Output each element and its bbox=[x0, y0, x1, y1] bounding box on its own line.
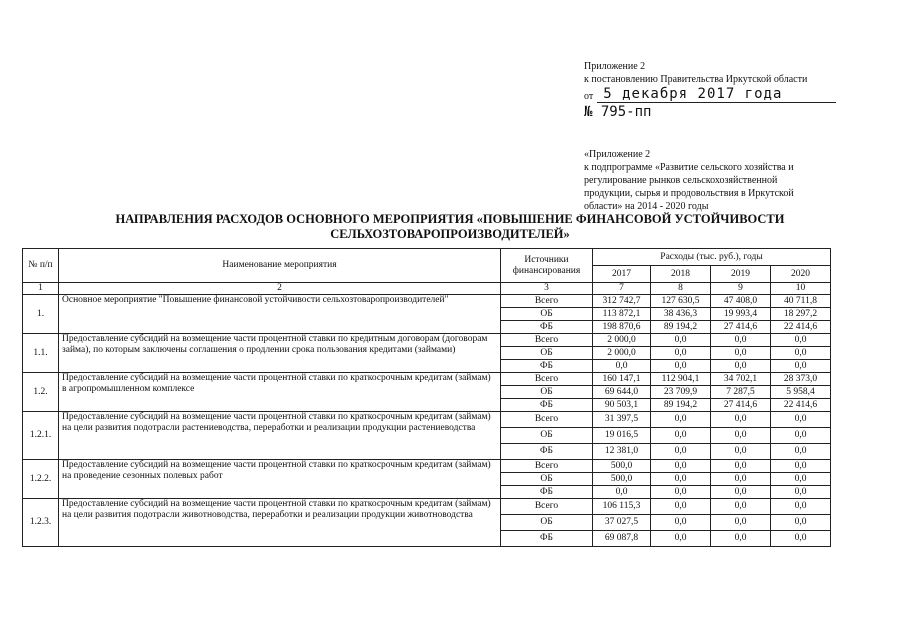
expense-value: 2 000,0 bbox=[593, 347, 651, 360]
header-name: Наименование мероприятия bbox=[59, 249, 501, 283]
expense-value: 69 644,0 bbox=[593, 386, 651, 399]
sub-appendix-ref: к подпрограмме «Развитие сельского хозяйства и регулирование рынков сельскохозяйственной продукции, сырья и продовольствия в Иркутской области» на 2014 - 2020 годы bbox=[584, 162, 794, 212]
table-row bbox=[23, 499, 831, 515]
header-num: № п/п bbox=[23, 249, 59, 283]
expense-value: 0,0 bbox=[651, 360, 711, 373]
expense-value: 22 414,6 bbox=[771, 321, 831, 334]
sub-appendix-label: «Приложение 2 bbox=[584, 149, 651, 160]
expense-value: 160 147,1 bbox=[593, 373, 651, 386]
funding-source: ОБ bbox=[501, 386, 593, 399]
funding-source: ОБ bbox=[501, 515, 593, 531]
expense-value: 500,0 bbox=[593, 473, 651, 486]
expense-value: 38 436,3 bbox=[651, 308, 711, 321]
expense-value: 127 630,5 bbox=[651, 295, 711, 308]
expense-value: 0,0 bbox=[651, 473, 711, 486]
header-year: 2017 bbox=[593, 266, 651, 283]
funding-source: ФБ bbox=[501, 531, 593, 547]
expenses-table-body bbox=[23, 295, 831, 547]
activity-name: Предоставление субсидий на возмещение части процентной ставки по краткосрочным кредитам (займам) на цели развития подотрасли животноводства, переработки и реализации продукции животноводства bbox=[59, 499, 501, 547]
expense-value: 0,0 bbox=[711, 412, 771, 428]
expense-value: 0,0 bbox=[771, 334, 831, 347]
index-cell: 1 bbox=[23, 283, 59, 295]
expense-value: 27 414,6 bbox=[711, 399, 771, 412]
expense-value: 113 872,1 bbox=[593, 308, 651, 321]
expense-value: 0,0 bbox=[593, 360, 651, 373]
funding-source: ОБ bbox=[501, 347, 593, 360]
expense-value: 0,0 bbox=[771, 360, 831, 373]
expense-value: 0,0 bbox=[651, 428, 711, 444]
expense-value: 0,0 bbox=[711, 515, 771, 531]
funding-source: Всего bbox=[501, 460, 593, 473]
index-cell: 2 bbox=[59, 283, 501, 295]
document-title-line1: НАПРАВЛЕНИЯ РАСХОДОВ ОСНОВНОГО МЕРОПРИЯТИЯ «ПОВЫШЕНИЕ ФИНАНСОВОЙ УСТОЙЧИВОСТИ bbox=[115, 212, 785, 226]
index-cell: 3 bbox=[501, 283, 593, 295]
index-cell: 7 bbox=[593, 283, 651, 295]
index-cell: 8 bbox=[651, 283, 711, 295]
expense-value: 0,0 bbox=[771, 473, 831, 486]
expense-value: 0,0 bbox=[651, 499, 711, 515]
row-number: 1.2.3. bbox=[23, 499, 59, 547]
row-number: 1.2. bbox=[23, 373, 59, 412]
expense-value: 19 016,5 bbox=[593, 428, 651, 444]
expense-value: 0,0 bbox=[651, 486, 711, 499]
expense-value: 89 194,2 bbox=[651, 399, 711, 412]
row-number: 1.1. bbox=[23, 334, 59, 373]
expense-value: 112 904,1 bbox=[651, 373, 711, 386]
expense-value: 0,0 bbox=[771, 515, 831, 531]
expense-value: 0,0 bbox=[771, 428, 831, 444]
table-row bbox=[23, 412, 831, 428]
expense-value: 0,0 bbox=[711, 444, 771, 460]
expense-value: 0,0 bbox=[651, 515, 711, 531]
expense-value: 0,0 bbox=[771, 444, 831, 460]
expense-value: 31 397,5 bbox=[593, 412, 651, 428]
funding-source: ФБ bbox=[501, 399, 593, 412]
appendix-decree-ref: к постановлению Правительства Иркутской области bbox=[584, 74, 808, 85]
expense-value: 0,0 bbox=[711, 347, 771, 360]
expense-value: 37 027,5 bbox=[593, 515, 651, 531]
expense-value: 0,0 bbox=[771, 412, 831, 428]
appendix-date-line bbox=[584, 86, 884, 103]
funding-source: Всего bbox=[501, 499, 593, 515]
expense-value: 0,0 bbox=[771, 499, 831, 515]
expense-value: 22 414,6 bbox=[771, 399, 831, 412]
document-title bbox=[60, 212, 840, 242]
row-number: 1.2.1. bbox=[23, 412, 59, 460]
appendix-label: Приложение 2 bbox=[584, 61, 646, 72]
expense-value: 0,0 bbox=[711, 531, 771, 547]
expense-value: 0,0 bbox=[651, 347, 711, 360]
expense-value: 0,0 bbox=[651, 444, 711, 460]
appendix-number: № 795-пп bbox=[584, 104, 652, 120]
expense-value: 0,0 bbox=[651, 531, 711, 547]
expense-value: 90 503,1 bbox=[593, 399, 651, 412]
expense-value: 0,0 bbox=[593, 486, 651, 499]
expense-value: 0,0 bbox=[711, 360, 771, 373]
appendix-date: 5 декабря 2017 года bbox=[597, 86, 836, 103]
index-cell: 10 bbox=[771, 283, 831, 295]
header-sources: Источники финансирования bbox=[501, 249, 593, 283]
expense-value: 0,0 bbox=[711, 486, 771, 499]
header-year: 2018 bbox=[651, 266, 711, 283]
funding-source: Всего bbox=[501, 412, 593, 428]
expense-value: 2 000,0 bbox=[593, 334, 651, 347]
index-cell: 9 bbox=[711, 283, 771, 295]
activity-name: Основное мероприятие "Повышение финансовой устойчивости сельхозтоваропроизводителей" bbox=[59, 295, 501, 334]
table-row bbox=[23, 295, 831, 308]
row-number: 1.2.2. bbox=[23, 460, 59, 499]
activity-name: Предоставление субсидий на возмещение части процентной ставки по краткосрочным кредитам (займам) на проведение сезонных полевых работ bbox=[59, 460, 501, 499]
expense-value: 89 194,2 bbox=[651, 321, 711, 334]
funding-source: Всего bbox=[501, 334, 593, 347]
funding-source: Всего bbox=[501, 295, 593, 308]
document-title-line2: СЕЛЬХОЗТОВАРОПРОИЗВОДИТЕЛЕЙ» bbox=[330, 227, 570, 241]
expense-value: 23 709,9 bbox=[651, 386, 711, 399]
expense-value: 500,0 bbox=[593, 460, 651, 473]
table-row bbox=[23, 334, 831, 347]
funding-source: ОБ bbox=[501, 308, 593, 321]
appendix-header bbox=[584, 60, 884, 121]
expenses-table bbox=[22, 248, 831, 547]
header-year: 2019 bbox=[711, 266, 771, 283]
activity-name: Предоставление субсидий на возмещение части процентной ставки по краткосрочным кредитам (займам) на цели развития подотрасли растениеводства, переработки и реализации продукции растениеводства bbox=[59, 412, 501, 460]
expense-value: 40 711,8 bbox=[771, 295, 831, 308]
expense-value: 18 297,2 bbox=[771, 308, 831, 321]
activity-name: Предоставление субсидий на возмещение части процентной ставки по краткосрочным кредитам (займам) в агропромышленном комплексе bbox=[59, 373, 501, 412]
funding-source: ФБ bbox=[501, 360, 593, 373]
expense-value: 47 408,0 bbox=[711, 295, 771, 308]
sub-appendix-header bbox=[584, 148, 814, 213]
expense-value: 34 702,1 bbox=[711, 373, 771, 386]
expense-value: 0,0 bbox=[651, 334, 711, 347]
appendix-date-prefix: от bbox=[584, 91, 594, 102]
expense-value: 0,0 bbox=[771, 460, 831, 473]
expense-value: 0,0 bbox=[771, 486, 831, 499]
funding-source: ФБ bbox=[501, 486, 593, 499]
expense-value: 0,0 bbox=[771, 347, 831, 360]
expense-value: 7 287,5 bbox=[711, 386, 771, 399]
activity-name: Предоставление субсидий на возмещение части процентной ставки по кредитным договорам (договорам займа), по которым заключены соглашения о продлении срока пользования кредитами (займами) bbox=[59, 334, 501, 373]
expense-value: 12 381,0 bbox=[593, 444, 651, 460]
funding-source: Всего bbox=[501, 373, 593, 386]
expense-value: 5 958,4 bbox=[771, 386, 831, 399]
expense-value: 28 373,0 bbox=[771, 373, 831, 386]
expense-value: 0,0 bbox=[651, 412, 711, 428]
expense-value: 0,0 bbox=[711, 428, 771, 444]
table-row bbox=[23, 460, 831, 473]
expense-value: 0,0 bbox=[711, 460, 771, 473]
header-year: 2020 bbox=[771, 266, 831, 283]
funding-source: ОБ bbox=[501, 428, 593, 444]
expense-value: 19 993,4 bbox=[711, 308, 771, 321]
expense-value: 27 414,6 bbox=[711, 321, 771, 334]
expense-value: 0,0 bbox=[771, 531, 831, 547]
table-row bbox=[23, 373, 831, 386]
funding-source: ФБ bbox=[501, 444, 593, 460]
expense-value: 312 742,7 bbox=[593, 295, 651, 308]
header-expenses: Расходы (тыс. руб.), годы bbox=[593, 249, 831, 266]
expense-value: 0,0 bbox=[711, 499, 771, 515]
expense-value: 0,0 bbox=[711, 334, 771, 347]
expense-value: 198 870,6 bbox=[593, 321, 651, 334]
expense-value: 69 087,8 bbox=[593, 531, 651, 547]
funding-source: ФБ bbox=[501, 321, 593, 334]
expense-value: 0,0 bbox=[711, 473, 771, 486]
expense-value: 0,0 bbox=[651, 460, 711, 473]
row-number: 1. bbox=[23, 295, 59, 334]
expense-value: 106 115,3 bbox=[593, 499, 651, 515]
funding-source: ОБ bbox=[501, 473, 593, 486]
